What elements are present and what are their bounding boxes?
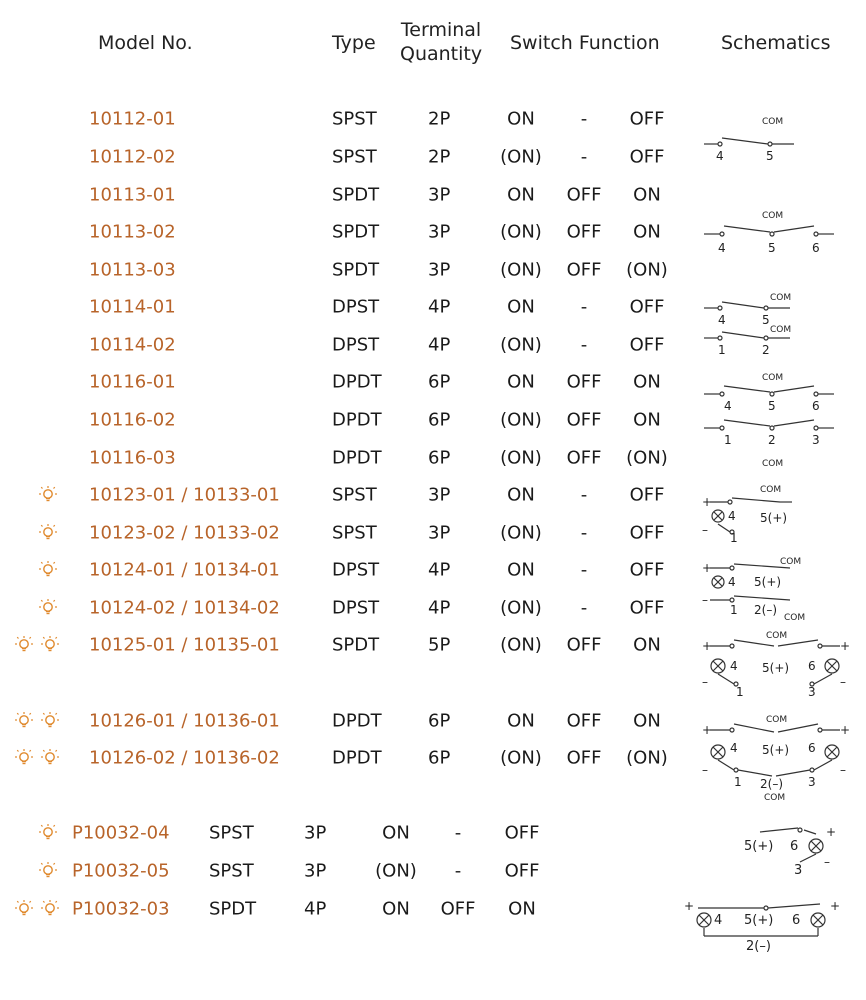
switch-type: DPST xyxy=(332,597,380,619)
function-position-2: OFF xyxy=(566,447,602,469)
svg-text:COM: COM xyxy=(766,715,788,725)
header-terminal-line2: Quantity xyxy=(400,43,483,65)
function-position-3: OFF xyxy=(504,860,540,882)
function-position-1: ON xyxy=(507,559,535,581)
lamp-icon xyxy=(40,711,60,731)
svg-text:5(+): 5(+) xyxy=(754,575,782,589)
lamp-icon xyxy=(40,635,60,655)
svg-text:COM: COM xyxy=(766,631,788,641)
lamp-icon xyxy=(38,485,58,505)
function-position-1: (ON) xyxy=(500,259,542,281)
svg-text:2(–): 2(–) xyxy=(754,603,777,617)
svg-text:COM: COM xyxy=(784,613,806,623)
svg-text:5: 5 xyxy=(768,241,776,255)
terminal-quantity: 6P xyxy=(428,447,451,469)
svg-text:3: 3 xyxy=(812,433,820,447)
function-position-2: - xyxy=(454,860,462,882)
svg-text:4: 4 xyxy=(728,575,736,589)
svg-text:COM: COM xyxy=(762,211,784,221)
model-number: 10113-03 xyxy=(89,259,176,281)
svg-text:+: + xyxy=(840,723,850,737)
svg-text:4: 4 xyxy=(714,913,723,928)
terminal-quantity: 3P xyxy=(428,221,451,243)
schematic-p-spdt-lamp xyxy=(684,896,846,956)
svg-text:–: – xyxy=(702,763,708,777)
switch-type: SPST xyxy=(332,484,377,506)
header-switch-function: Switch Function xyxy=(510,32,660,54)
svg-text:COM: COM xyxy=(780,557,802,567)
switch-type: DPST xyxy=(332,296,380,318)
terminal-quantity: 4P xyxy=(304,898,327,920)
svg-text:3: 3 xyxy=(808,775,816,789)
function-position-1: ON xyxy=(507,371,535,393)
schematic-spdt-3p xyxy=(700,204,840,260)
header-type: Type xyxy=(332,32,376,54)
svg-text:1: 1 xyxy=(734,775,742,789)
svg-text:1: 1 xyxy=(730,603,738,617)
switch-type: DPDT xyxy=(332,409,382,431)
table-row xyxy=(0,815,866,851)
terminal-quantity: 4P xyxy=(428,296,451,318)
svg-text:6: 6 xyxy=(808,659,816,673)
terminal-quantity: 3P xyxy=(428,259,451,281)
switch-type: SPDT xyxy=(332,221,380,243)
svg-text:+: + xyxy=(702,639,713,653)
header-terminal xyxy=(400,18,482,66)
svg-text:–: – xyxy=(702,523,708,537)
switch-type: DPST xyxy=(332,559,380,581)
model-number: 10126-01 / 10136-01 xyxy=(89,710,280,732)
svg-text:COM: COM xyxy=(762,373,784,383)
schematic-dpst-4p-lamp xyxy=(700,552,810,624)
function-position-3: ON xyxy=(633,371,661,393)
lamp-icon xyxy=(14,635,34,655)
switch-type: SPST xyxy=(332,146,377,168)
header-terminal-line1: Terminal xyxy=(400,19,482,41)
switch-type: SPDT xyxy=(332,184,380,206)
schematic-spst-3p-lamp xyxy=(700,480,810,542)
svg-text:COM: COM xyxy=(764,793,786,803)
model-number: 10124-01 / 10134-01 xyxy=(89,559,280,581)
function-position-1: (ON) xyxy=(500,522,542,544)
svg-text:2: 2 xyxy=(768,433,776,447)
svg-text:+: + xyxy=(830,899,841,913)
function-position-3: (ON) xyxy=(626,447,668,469)
function-position-2: OFF xyxy=(440,898,476,920)
function-position-1: (ON) xyxy=(500,334,542,356)
svg-text:4: 4 xyxy=(724,399,732,413)
svg-text:1: 1 xyxy=(736,685,744,698)
terminal-quantity: 6P xyxy=(428,710,451,732)
model-number: 10116-03 xyxy=(89,447,176,469)
model-number: 10123-01 / 10133-01 xyxy=(89,484,280,506)
svg-text:4: 4 xyxy=(730,659,738,673)
switch-type: DPDT xyxy=(332,371,382,393)
function-position-1: ON xyxy=(507,484,535,506)
svg-text:4: 4 xyxy=(728,509,736,523)
lamp-icon xyxy=(14,748,34,768)
model-number: 10124-02 / 10134-02 xyxy=(89,597,280,619)
svg-text:–: – xyxy=(840,675,846,689)
function-position-3: OFF xyxy=(629,108,665,130)
function-position-2: OFF xyxy=(566,184,602,206)
schematic-spdt-5p-lamp xyxy=(700,626,850,698)
svg-text:–: – xyxy=(840,763,846,777)
header-model: Model No. xyxy=(98,32,193,54)
function-position-2: - xyxy=(580,559,588,581)
lamp-indicator xyxy=(38,861,58,881)
function-position-2: - xyxy=(580,296,588,318)
function-position-2: OFF xyxy=(566,710,602,732)
model-number: 10116-02 xyxy=(89,409,176,431)
lamp-icon xyxy=(14,711,34,731)
table-row xyxy=(0,853,866,889)
function-position-1: (ON) xyxy=(500,146,542,168)
function-position-2: OFF xyxy=(566,747,602,769)
svg-text:6: 6 xyxy=(792,913,801,928)
function-position-3: (ON) xyxy=(626,259,668,281)
svg-text:COM: COM xyxy=(762,459,784,468)
svg-text:2(–): 2(–) xyxy=(760,777,783,791)
svg-text:+: + xyxy=(702,723,713,737)
function-position-3: OFF xyxy=(504,822,540,844)
switch-type: SPDT xyxy=(332,259,380,281)
svg-text:2(–): 2(–) xyxy=(746,939,771,954)
svg-text:6: 6 xyxy=(790,839,799,854)
function-position-2: - xyxy=(580,597,588,619)
function-position-1: ON xyxy=(507,296,535,318)
svg-text:+: + xyxy=(702,561,713,575)
function-position-2: OFF xyxy=(566,221,602,243)
svg-text:4: 4 xyxy=(730,741,738,755)
function-position-2: - xyxy=(580,108,588,130)
function-position-1: ON xyxy=(507,108,535,130)
lamp-indicator xyxy=(38,485,58,505)
schem-com-label: COM xyxy=(762,117,784,127)
svg-text:5(+): 5(+) xyxy=(744,913,774,928)
model-number: 10123-02 / 10133-02 xyxy=(89,522,280,544)
function-position-1: ON xyxy=(382,898,410,920)
function-position-2: - xyxy=(454,822,462,844)
svg-text:+: + xyxy=(840,639,850,653)
function-position-3: ON xyxy=(633,710,661,732)
function-position-3: OFF xyxy=(629,522,665,544)
function-position-1: ON xyxy=(382,822,410,844)
lamp-indicator xyxy=(14,711,60,731)
model-number: 10114-02 xyxy=(89,334,176,356)
svg-text:1: 1 xyxy=(718,343,726,357)
function-position-3: ON xyxy=(508,898,536,920)
lamp-indicator xyxy=(38,560,58,580)
model-number: P10032-05 xyxy=(72,860,170,882)
lamp-icon xyxy=(38,523,58,543)
model-number: 10126-02 / 10136-02 xyxy=(89,747,280,769)
function-position-2: OFF xyxy=(566,409,602,431)
svg-text:+: + xyxy=(684,899,695,913)
svg-text:–: – xyxy=(702,593,708,607)
terminal-quantity: 6P xyxy=(428,371,451,393)
model-number: P10032-03 xyxy=(72,898,170,920)
schematic-dpst-4p xyxy=(700,288,810,364)
model-number: 10125-01 / 10135-01 xyxy=(89,634,280,656)
function-position-2: - xyxy=(580,484,588,506)
model-number: 10116-01 xyxy=(89,371,176,393)
function-position-2: OFF xyxy=(566,371,602,393)
terminal-quantity: 3P xyxy=(428,522,451,544)
function-position-2: - xyxy=(580,146,588,168)
lamp-indicator xyxy=(38,523,58,543)
svg-text:1: 1 xyxy=(724,433,732,447)
function-position-1: (ON) xyxy=(500,447,542,469)
lamp-icon xyxy=(38,823,58,843)
svg-text:4: 4 xyxy=(718,313,726,327)
lamp-icon xyxy=(40,748,60,768)
svg-text:COM: COM xyxy=(770,293,792,303)
schematic-dpdt-6p-lamp xyxy=(700,708,850,804)
switch-type: SPST xyxy=(332,522,377,544)
function-position-3: (ON) xyxy=(626,747,668,769)
function-position-1: ON xyxy=(507,184,535,206)
lamp-indicator xyxy=(14,748,60,768)
function-position-1: ON xyxy=(507,710,535,732)
function-position-1: (ON) xyxy=(500,221,542,243)
svg-text:6: 6 xyxy=(812,241,820,255)
terminal-quantity: 5P xyxy=(428,634,451,656)
terminal-quantity: 3P xyxy=(428,484,451,506)
function-position-2: OFF xyxy=(566,634,602,656)
terminal-quantity: 6P xyxy=(428,409,451,431)
lamp-icon xyxy=(38,560,58,580)
function-position-3: OFF xyxy=(629,597,665,619)
svg-text:2: 2 xyxy=(762,343,770,357)
svg-text:3: 3 xyxy=(808,685,816,698)
svg-text:5: 5 xyxy=(766,149,774,163)
model-number: 10114-01 xyxy=(89,296,176,318)
lamp-icon xyxy=(14,899,34,919)
svg-text:+: + xyxy=(826,825,837,839)
lamp-indicator xyxy=(14,635,60,655)
schematic-p-spst-lamp xyxy=(738,820,842,880)
svg-text:5: 5 xyxy=(768,399,776,413)
svg-text:COM: COM xyxy=(760,485,782,495)
svg-text:4: 4 xyxy=(716,149,724,163)
function-position-2: - xyxy=(580,522,588,544)
svg-text:COM: COM xyxy=(770,325,792,335)
terminal-quantity: 3P xyxy=(304,860,327,882)
function-position-3: ON xyxy=(633,221,661,243)
terminal-quantity: 6P xyxy=(428,747,451,769)
function-position-3: ON xyxy=(633,409,661,431)
lamp-indicator xyxy=(14,899,60,919)
switch-type: DPDT xyxy=(332,747,382,769)
model-number: 10113-01 xyxy=(89,184,176,206)
svg-text:–: – xyxy=(702,675,708,689)
function-position-3: OFF xyxy=(629,559,665,581)
header-schematics: Schematics xyxy=(721,32,831,54)
switch-type: SPST xyxy=(209,822,254,844)
schematic-dpdt-6p xyxy=(700,368,840,468)
svg-text:3: 3 xyxy=(794,863,803,878)
function-position-1: (ON) xyxy=(500,747,542,769)
switch-type: DPDT xyxy=(332,710,382,732)
function-position-2: - xyxy=(580,334,588,356)
function-position-3: OFF xyxy=(629,484,665,506)
svg-text:5(+): 5(+) xyxy=(744,839,774,854)
terminal-quantity: 2P xyxy=(428,108,451,130)
svg-text:5(+): 5(+) xyxy=(762,661,790,675)
function-position-3: ON xyxy=(633,184,661,206)
model-number: P10032-04 xyxy=(72,822,170,844)
function-position-1: (ON) xyxy=(500,634,542,656)
function-position-3: ON xyxy=(633,634,661,656)
schematic-spst-2p xyxy=(700,110,810,166)
model-number: 10113-02 xyxy=(89,221,176,243)
function-position-1: (ON) xyxy=(500,409,542,431)
lamp-icon xyxy=(38,861,58,881)
terminal-quantity: 2P xyxy=(428,146,451,168)
terminal-quantity: 4P xyxy=(428,334,451,356)
lamp-indicator xyxy=(38,823,58,843)
switch-type: SPST xyxy=(209,860,254,882)
switch-type: SPDT xyxy=(209,898,257,920)
switch-type: DPST xyxy=(332,334,380,356)
terminal-quantity: 4P xyxy=(428,559,451,581)
svg-text:+: + xyxy=(702,495,713,509)
svg-text:5: 5 xyxy=(762,313,770,327)
svg-text:5(+): 5(+) xyxy=(760,511,788,525)
lamp-indicator xyxy=(38,598,58,618)
switch-type: DPDT xyxy=(332,447,382,469)
function-position-1: (ON) xyxy=(375,860,417,882)
switch-type: SPDT xyxy=(332,634,380,656)
svg-text:–: – xyxy=(824,855,830,869)
function-position-1: (ON) xyxy=(500,597,542,619)
svg-text:4: 4 xyxy=(718,241,726,255)
terminal-quantity: 3P xyxy=(428,184,451,206)
model-number: 10112-02 xyxy=(89,146,176,168)
switch-type: SPST xyxy=(332,108,377,130)
svg-text:6: 6 xyxy=(808,741,816,755)
model-number: 10112-01 xyxy=(89,108,176,130)
function-position-3: OFF xyxy=(629,146,665,168)
svg-text:6: 6 xyxy=(812,399,820,413)
function-position-2: OFF xyxy=(566,259,602,281)
svg-text:1: 1 xyxy=(730,531,738,542)
svg-text:5(+): 5(+) xyxy=(762,743,790,757)
lamp-icon xyxy=(40,899,60,919)
function-position-3: OFF xyxy=(629,334,665,356)
function-position-3: OFF xyxy=(629,296,665,318)
terminal-quantity: 4P xyxy=(428,597,451,619)
lamp-icon xyxy=(38,598,58,618)
terminal-quantity: 3P xyxy=(304,822,327,844)
